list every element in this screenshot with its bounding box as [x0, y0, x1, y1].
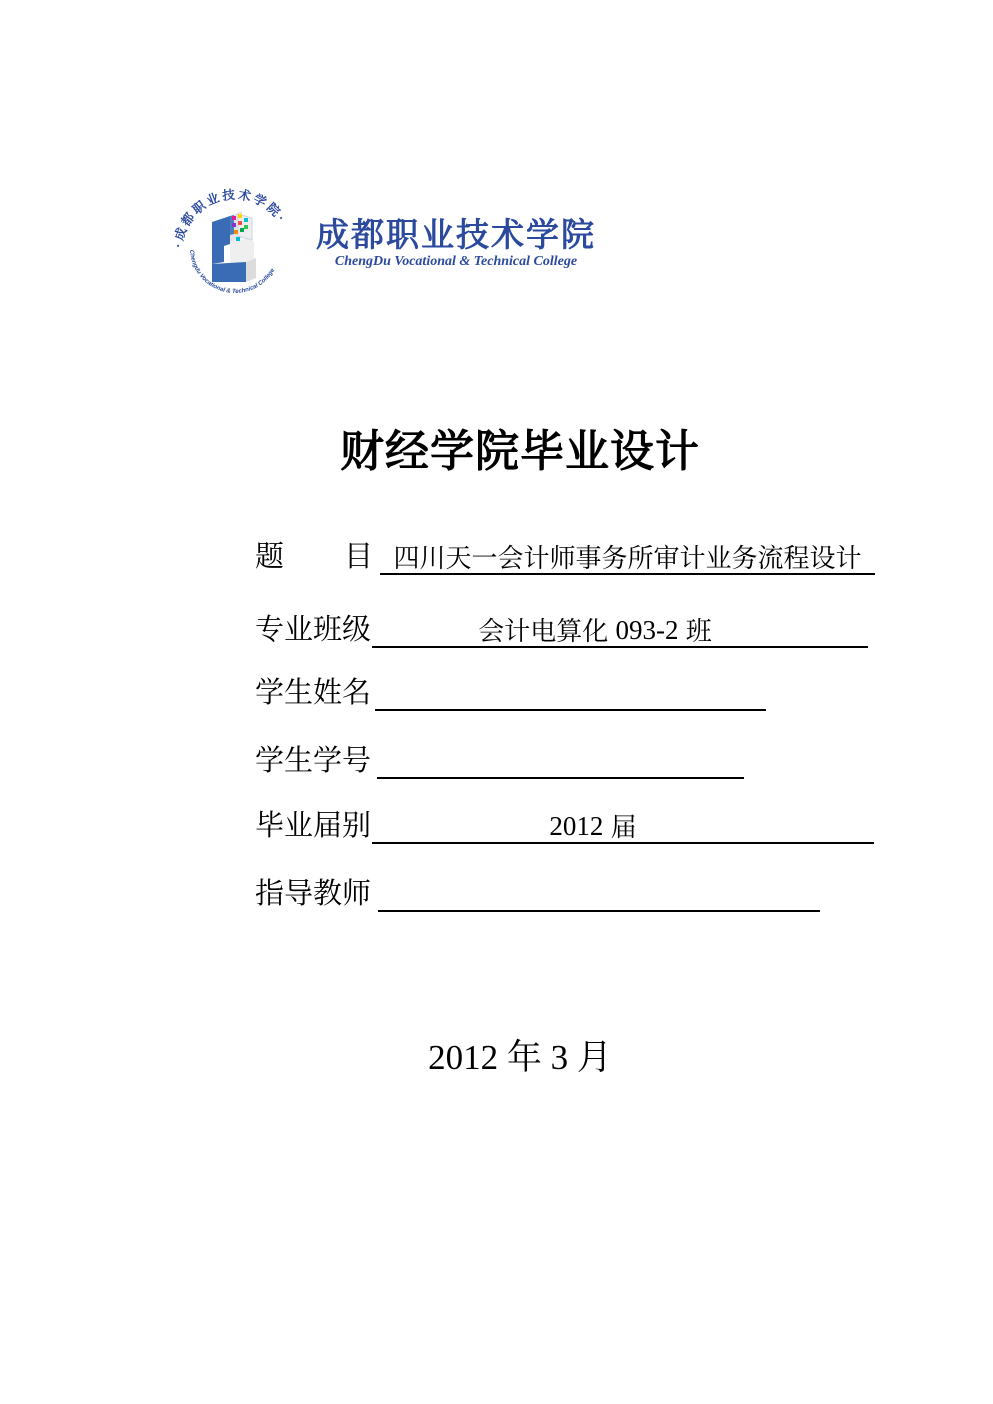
footer-date: 2012 年 3 月 — [428, 1038, 612, 1077]
field-value-topic: 四川天一会计师事务所审计业务流程设计 — [393, 543, 862, 573]
college-name — [306, 218, 606, 270]
field-label-class: 专业班级 — [255, 614, 372, 646]
field-label-topic — [255, 543, 373, 572]
field-label-advisor: 指导教师 — [255, 878, 372, 910]
emblem-ring-text-en: Chengdu Vocational & Technical College — [187, 249, 277, 296]
field-row-student-name — [0, 673, 993, 711]
document-title: 财经学院毕业设计 — [340, 427, 700, 476]
field-row-topic — [0, 537, 993, 575]
field-row-graduation-year — [0, 806, 993, 844]
field-line-graduation-year — [372, 806, 874, 844]
college-emblem-icon — [168, 178, 302, 312]
field-line-topic — [380, 537, 875, 575]
field-value-graduation-year-number: 2012 — [549, 811, 604, 841]
field-label-student-name: 学生姓名 — [255, 677, 372, 709]
field-line-student-name — [375, 673, 766, 711]
field-line-advisor — [378, 874, 820, 912]
college-name-cn: 成都职业技术学院 — [316, 216, 596, 253]
emblem-mark — [212, 211, 256, 282]
emblem-ring-text-cn: ·成都职业技术学院· — [171, 187, 290, 249]
field-value-graduation-year — [549, 813, 636, 842]
field-value-class-number: 093-2 — [615, 615, 679, 645]
field-row-advisor — [0, 874, 993, 912]
college-logo — [168, 178, 608, 314]
field-row-student-id — [0, 741, 993, 779]
field-value-graduation-year-suffix: 届 — [603, 812, 637, 842]
field-label-topic-left: 题 — [255, 541, 285, 573]
field-line-student-id — [377, 741, 744, 779]
field-line-class — [372, 610, 868, 648]
field-value-class — [478, 617, 711, 646]
field-value-class-suffix: 班 — [678, 616, 712, 646]
field-label-graduation-year: 毕业届别 — [255, 810, 372, 842]
field-row-class — [0, 610, 993, 648]
field-label-topic-right: 目 — [343, 541, 373, 573]
field-value-class-prefix: 会计电算化 — [478, 616, 616, 646]
field-label-student-id: 学生学号 — [255, 745, 372, 777]
college-name-en: ChengDu Vocational & Technical College — [334, 253, 578, 269]
